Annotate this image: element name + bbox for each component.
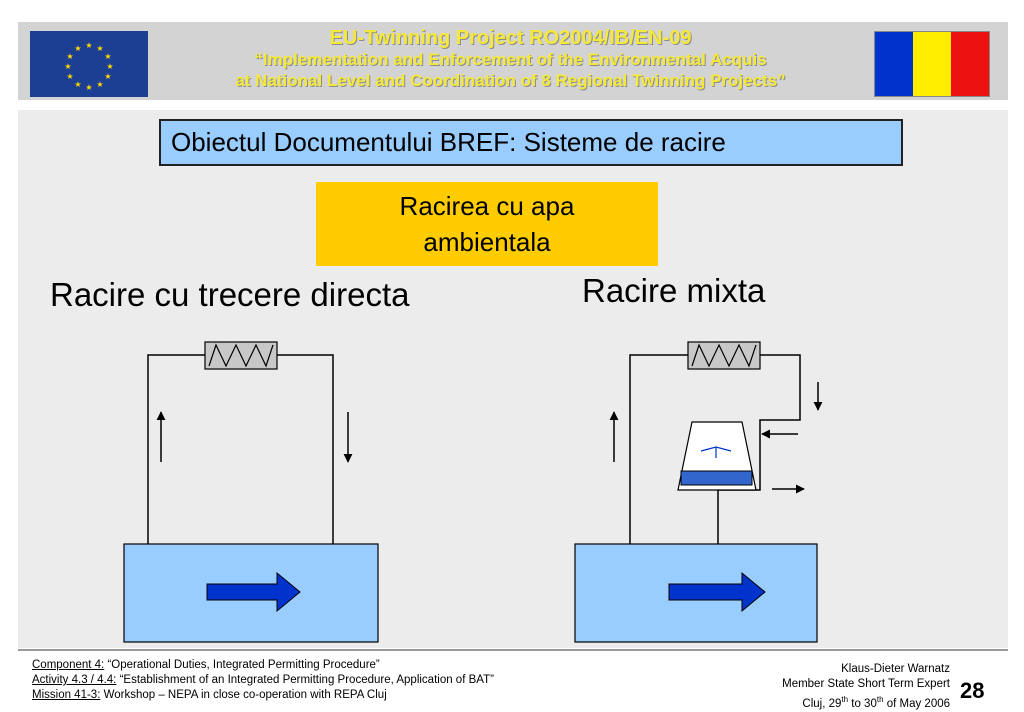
date-sup-1: th	[841, 695, 849, 704]
footer-author-info	[700, 662, 950, 712]
heat-exchanger-icon	[688, 342, 760, 369]
author-name: Klaus-Dieter Warnatz	[841, 663, 950, 675]
footer-activity	[32, 673, 494, 688]
svg-text:★: ★	[104, 52, 112, 61]
author-role: Member State Short Term Expert	[782, 678, 950, 690]
date-suffix: of May 2006	[883, 697, 950, 710]
page-number: 28	[960, 678, 985, 703]
subtitle-line-2: ambientala	[423, 227, 551, 257]
pipe-left	[148, 355, 205, 544]
activity-text: “Establishment of an Integrated Permitting Procedure, Application of BAT”	[116, 674, 494, 686]
date-mid: to 30	[848, 697, 877, 710]
footer-mission	[32, 688, 494, 703]
svg-text:★: ★	[96, 44, 104, 53]
slide-title: Obiectul Documentului BREF: Sisteme de racire	[159, 119, 903, 166]
footer-project-info	[32, 658, 494, 703]
svg-text:★: ★	[74, 44, 82, 53]
svg-text:★: ★	[85, 41, 93, 50]
date-prefix: Cluj, 29	[802, 697, 842, 710]
svg-text:★: ★	[74, 80, 82, 89]
mission-label: Mission 41-3:	[32, 689, 101, 701]
activity-label: Activity 4.3 / 4.4:	[32, 674, 117, 686]
svg-text:★: ★	[85, 83, 93, 92]
svg-text:★: ★	[66, 72, 74, 81]
component-label: Component 4:	[32, 659, 105, 671]
header-line-1: EU-Twinning Project RO2004/IB/EN-09	[329, 27, 692, 49]
svg-text:★: ★	[64, 62, 72, 71]
date-sup-2: th	[876, 695, 884, 704]
mission-text: Workshop – NEPA in close co-operation with REPA Cluj	[100, 689, 387, 701]
header-line-3: at National Level and Coordination of 8 Regional Twinning Projects”	[235, 71, 786, 90]
heat-exchanger-icon	[205, 342, 277, 369]
heading-direct-cooling: Racire cu trecere directa	[50, 276, 410, 313]
pipe-left	[630, 355, 688, 544]
footer-component	[32, 658, 494, 673]
svg-text:★: ★	[104, 72, 112, 81]
diagram-mixed-cooling	[575, 342, 818, 642]
svg-text:★: ★	[66, 52, 74, 61]
heading-mixed-cooling: Racire mixta	[582, 272, 766, 309]
pipe-right	[277, 355, 333, 544]
svg-text:★: ★	[106, 62, 114, 71]
cooling-tower-icon	[678, 422, 756, 490]
svg-text:★: ★	[96, 80, 104, 89]
diagram-direct-cooling	[124, 342, 378, 642]
component-text: “Operational Duties, Integrated Permitting Procedure”	[104, 659, 380, 671]
subtitle-line-1: Racirea cu apa	[399, 191, 575, 221]
header-line-2: “Implementation and Enforcement of the Environmental Acquis	[254, 50, 767, 69]
